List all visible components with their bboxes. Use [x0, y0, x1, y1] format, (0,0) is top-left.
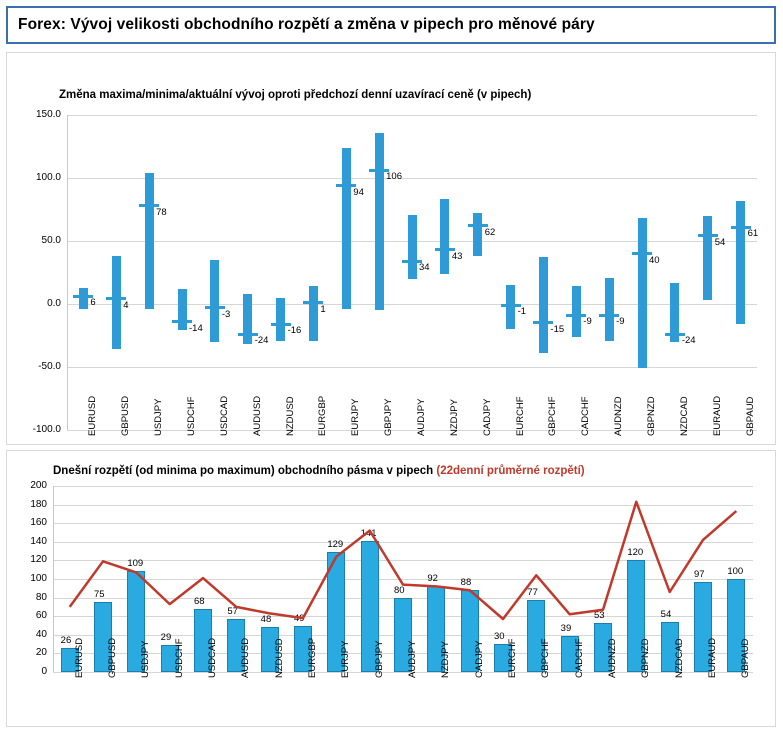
x-axis-category-label: CADJPY [481, 398, 493, 436]
data-label: 26 [60, 634, 72, 646]
x-axis-category-label: AUDNZD [607, 638, 618, 678]
average-range-line [53, 486, 753, 672]
data-label: 40 [649, 254, 660, 266]
y-axis-tick-label: 120 [30, 554, 47, 566]
x-axis-category-label: USDJPY [153, 398, 165, 436]
data-label: 29 [160, 632, 172, 644]
data-label: 34 [419, 262, 430, 274]
high-low-bar [539, 257, 548, 353]
high-low-bar [572, 286, 581, 336]
x-axis-category-label: AUDUSD [240, 637, 252, 678]
x-axis-category-label: EURJPY [350, 398, 362, 436]
data-label: 39 [560, 622, 572, 634]
data-label: 141 [360, 527, 377, 539]
data-label: -14 [189, 322, 203, 334]
data-label: 62 [484, 226, 496, 238]
gridline [67, 304, 757, 305]
data-label: 4 [123, 299, 129, 311]
x-axis-category-label: GBPCHF [540, 638, 552, 678]
high-low-bar [375, 133, 384, 311]
data-label: 57 [227, 605, 238, 617]
data-label: 1 [320, 303, 326, 315]
x-axis-category-label: EURCHF [514, 396, 526, 436]
high-low-bar [145, 173, 154, 309]
data-label: -24 [681, 335, 696, 347]
data-label: 92 [427, 573, 438, 585]
x-axis-category-label: NZDJPY [440, 641, 452, 678]
y-axis-tick-label: 200 [30, 480, 47, 491]
data-label: 54 [714, 236, 726, 248]
y-axis-tick-label: 180 [30, 498, 47, 510]
x-axis-category-label: GBPUSD [120, 395, 132, 436]
y-axis-tick-label: 100.0 [35, 172, 61, 183]
x-axis-category-label: GBPJPY [383, 398, 395, 436]
y-axis-tick-label: 50.0 [41, 235, 61, 246]
x-axis-category-label: EURAUD [707, 637, 718, 678]
x-axis-category-label: AUDNZD [613, 396, 625, 436]
x-axis-category-label: AUDUSD [251, 395, 263, 436]
gridline [67, 178, 757, 179]
x-axis-category-label: GBPUSD [107, 637, 118, 678]
y-axis-tick-label: 80 [35, 591, 47, 603]
header-bar [6, 6, 776, 44]
data-label: 61 [747, 228, 759, 240]
high-low-bar [638, 218, 647, 368]
high-low-bar [178, 289, 187, 331]
data-label: 100 [727, 566, 744, 577]
data-label: -15 [550, 323, 565, 335]
data-label: 129 [327, 539, 344, 551]
bottom-chart-panel [6, 450, 776, 727]
x-axis-category-label: GBPAUD [740, 638, 752, 678]
high-low-bar [473, 213, 482, 256]
data-label: 54 [660, 608, 672, 620]
x-axis-category-label: CADJPY [473, 640, 485, 678]
top-chart-panel [6, 52, 776, 445]
gridline [67, 367, 757, 368]
data-label: -1 [517, 306, 527, 318]
x-axis-category-label: USDCAD [218, 395, 230, 436]
high-low-bar [440, 199, 449, 273]
top-chart-title: Změna maxima/minima/aktuální vývoj oproti předchozí denní uzavírací ceně (v pipech) [59, 89, 532, 101]
data-label: 77 [527, 587, 538, 599]
data-label: 43 [451, 250, 463, 262]
x-axis-category-label: AUDJPY [416, 398, 427, 436]
x-axis-category-label: EURGBP [307, 637, 318, 678]
y-axis-tick-label: 160 [30, 517, 47, 529]
data-label: 106 [386, 171, 402, 183]
x-axis-category-label: NZDCAD [678, 396, 690, 436]
data-label: -9 [616, 316, 625, 328]
x-axis-category-label: GBPNZD [640, 638, 652, 678]
bottom-chart-plot [30, 480, 753, 678]
page-title: Forex: Vývoj velikosti obchodního rozpětí a změna v pipech pro měnové páry [18, 16, 595, 33]
y-axis-line [67, 115, 68, 430]
data-label: 48 [260, 614, 272, 626]
high-low-bar [112, 256, 121, 349]
x-axis-category-label: EURJPY [340, 640, 352, 678]
gridline [67, 115, 757, 116]
x-axis-category-label: EURUSD [73, 637, 85, 678]
data-label: 120 [627, 547, 644, 559]
bottom-chart-title-main: Dnešní rozpětí (od minima po maximum) obchodního pásma v pipech [53, 465, 437, 477]
data-label: 75 [94, 589, 105, 601]
data-label: -9 [583, 316, 592, 328]
high-low-bar [276, 298, 285, 341]
x-axis-category-label: NZDCAD [673, 638, 685, 678]
x-axis-category-label: EURCHF [507, 638, 518, 678]
high-low-bar [342, 148, 351, 309]
data-label: 88 [460, 577, 472, 589]
y-axis-tick-label: 150.0 [35, 109, 61, 120]
data-label: 53 [594, 609, 605, 621]
x-axis-category-label: EURGBP [317, 395, 329, 436]
x-axis-category-label: CADCHF [573, 638, 585, 678]
y-axis-tick-label: -100.0 [32, 424, 61, 435]
x-axis-category-label: USDCHF [173, 638, 185, 678]
x-axis-category-label: GBPCHF [547, 396, 559, 436]
y-axis-tick-label: 140 [30, 535, 47, 547]
bottom-chart-title [53, 465, 585, 477]
x-axis-category-label: NZDUSD [273, 638, 285, 678]
high-low-bar [605, 278, 614, 341]
data-label: -24 [254, 335, 269, 347]
y-axis-tick-label: 100 [30, 573, 47, 584]
y-axis-tick-label: 20 [35, 647, 47, 659]
x-axis-category-label: USDJPY [140, 640, 152, 678]
x-axis-category-label: CADCHF [580, 396, 592, 436]
data-label: 97 [694, 568, 705, 580]
y-axis-tick-label: 40 [35, 628, 47, 640]
high-low-bar [703, 216, 712, 300]
x-axis-category-label: GBPJPY [373, 640, 385, 678]
y-axis-tick-label: 60 [35, 610, 47, 622]
high-low-bar [736, 201, 745, 324]
high-low-bar [243, 294, 252, 344]
data-label: 94 [353, 186, 364, 198]
bottom-chart-title-red: (22denní průměrné rozpětí) [436, 465, 585, 477]
data-label: 6 [90, 297, 96, 309]
high-low-bar [408, 215, 417, 279]
x-axis-category-label: GBPAUD [744, 396, 756, 436]
data-label: 49 [294, 613, 305, 625]
data-label: 30 [494, 631, 505, 643]
high-low-bar [210, 260, 219, 342]
data-label: -3 [221, 308, 231, 320]
data-label: 78 [156, 206, 167, 218]
y-axis-tick-label: -50.0 [38, 361, 61, 372]
data-label: -16 [287, 325, 302, 337]
x-axis-category-label: USDCAD [207, 637, 218, 678]
high-low-bar [506, 285, 515, 329]
y-axis-tick-label: 0.0 [47, 298, 61, 309]
data-label: 109 [127, 557, 144, 569]
high-low-bar [309, 286, 318, 340]
x-axis-category-label: EURAUD [711, 395, 723, 436]
x-axis-category-label: NZDJPY [448, 399, 460, 436]
x-axis-category-label: NZDUSD [284, 396, 296, 436]
x-axis-category-label: USDCHF [186, 396, 197, 436]
x-axis-category-label: AUDJPY [407, 640, 418, 678]
data-label: 68 [194, 595, 205, 607]
high-low-bar [79, 288, 88, 309]
y-axis-tick-label: 0 [41, 666, 47, 677]
x-axis-category-label: GBPNZD [646, 396, 657, 436]
x-axis-category-label: EURUSD [87, 395, 99, 436]
top-chart-plot [32, 109, 759, 436]
data-label: 80 [394, 584, 405, 596]
